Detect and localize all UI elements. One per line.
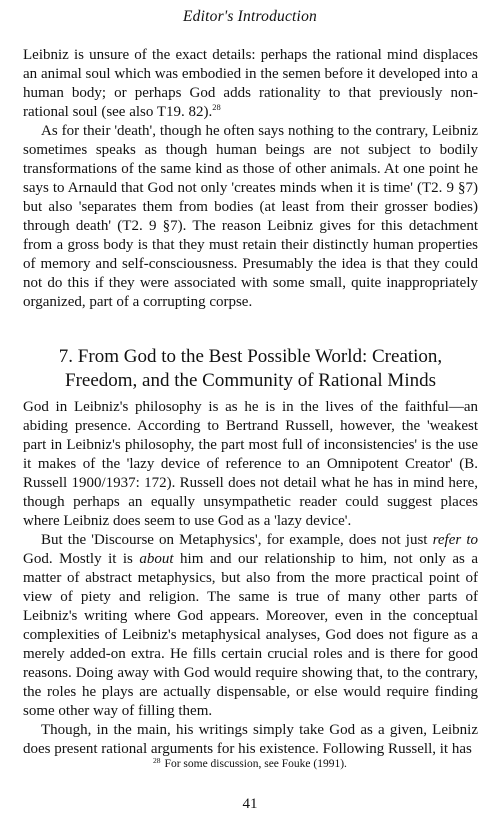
paragraph-text: God. Mostly it is [23,551,140,567]
paragraph: As for their 'death', though he often says nothing to the contrary, Leibniz sometimes speaks as though human beings are not subject to bodily transformations of the same kind as those of other animals. At one point he says to Arnauld that God not only 'creates minds when it is time' (T2. 9 §7) but also 'separates them from bodies (at least from their grosser bodies) through death' (T2. 9 §7). The reason Leibniz gives for this detachment from a gross body is that they must retain their distinctly human properties of memory and self-consciousness. Presumably the idea is that they could not do this if they were associated with some small, quite inappropriately organized, part of a corrupting corpse. [23,123,478,310]
paragraph-text: But the 'Discourse on Metaphysics', for example, does not just [41,532,433,548]
page-number: 41 [242,796,258,812]
paragraph: Though, in the main, his writings simply take God as a given, Leibniz does present rational arguments for his existence. Following Russell, it has [23,722,478,757]
emphasis: about [139,551,174,567]
section-heading-line: Freedom, and the Community of Rational Minds [65,370,436,391]
footnote-text: For some discussion, see Fouke (1991). [164,758,347,770]
emphasis: refer to [432,532,478,548]
footnote-reference: 28 [212,102,221,112]
running-head: Editor's Introduction [183,8,317,25]
text-block-before-heading [23,46,478,312]
section-heading-line: 7. From God to the Best Possible World: Creation, [58,346,443,367]
footnote-number: 28 [153,756,161,765]
paragraph: God in Leibniz's philosophy is as he is in the lives of the faithful—an abiding presence. According to Bertrand Russell, however, the 'weakest part in Leibniz's philosophy, the part most full of inconsistencies' is the use it makes of the 'lazy device of reference to an Omnipotent Creator' (B. Russell 1900/1937: 172). Russell does not detail what he has in mind here, though perhaps an equally unsympathetic reader could suggest places where Leibniz does seem to use God as a 'lazy device'. [23,399,478,529]
section-heading [23,345,478,393]
paragraph [23,531,478,721]
paragraph-text: him and our relationship to him, not only as a matter of abstract metaphysics, but also from the more practical point of view of piety and religion. The same is true of many other parts of Leibniz's writing where God appears. Moreover, even in the conceptual complexities of Leibniz's metaphysical analyses, God does not figure as a merely added-on extra. He fills certain crucial roles and is there for good reasons. Doing away with God would require showing that, to the contrary, the roles he plays are actually dispensable, or else would require finding some other way of filling them. [23,551,478,719]
paragraph-text: Leibniz is unsure of the exact details: perhaps the rational mind displaces an animal soul which was embodied in the semen before it developed into a human body; or perhaps God adds rationality to that previously non-rational soul (see also T19. 82). [23,47,478,120]
paragraph [23,46,478,122]
footnote [0,756,500,770]
text-block-after-heading [23,398,478,759]
